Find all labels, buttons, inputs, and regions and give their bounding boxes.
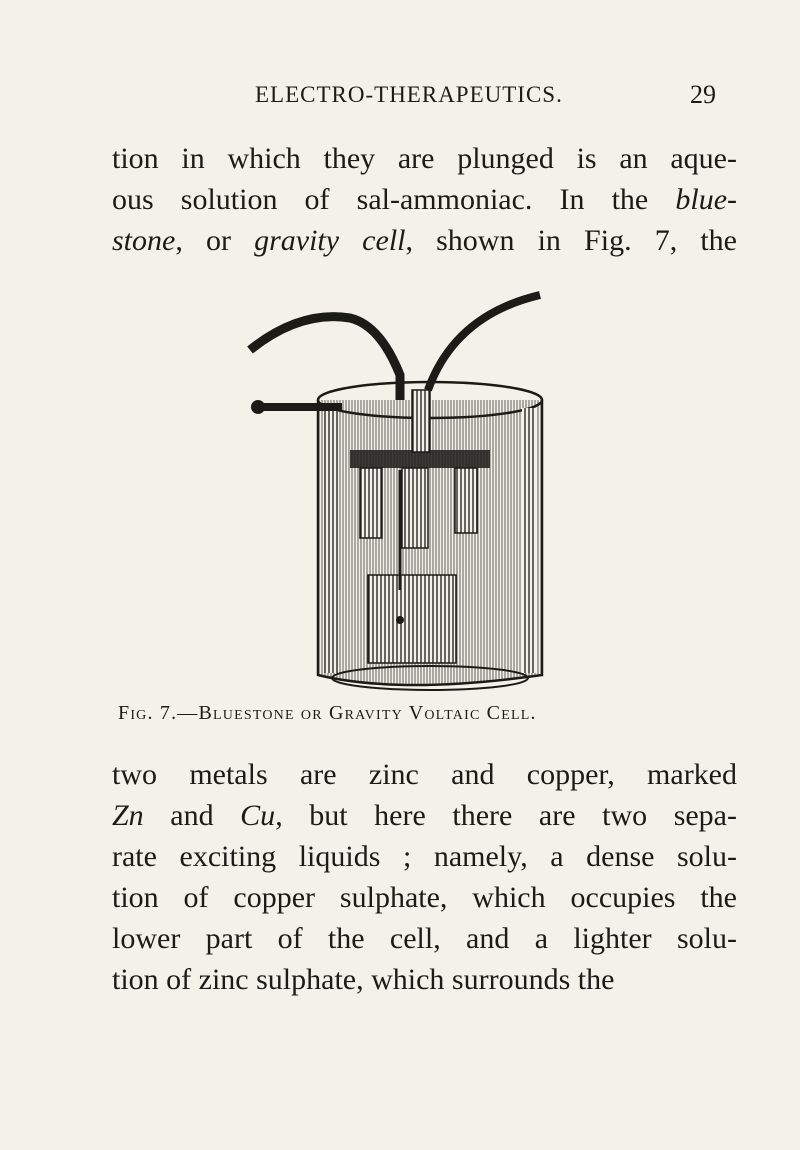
caption-label: Fig. 7.: [118, 702, 178, 724]
paragraph-body: [112, 754, 737, 1000]
text-line: tion in which they are plunged is an aque-: [112, 142, 737, 175]
figure-caption: [118, 702, 718, 725]
paragraph-intro: [112, 138, 737, 261]
italic-term: Cu: [240, 799, 276, 832]
wires: [250, 295, 540, 414]
caption-text: —Bluestone or Gravity Voltaic Cell.: [177, 702, 537, 724]
text-line: lower part of the cell, and a lighter solu-: [112, 922, 737, 955]
italic-term: Zn: [112, 799, 144, 832]
running-title: ELECTRO-THERAPEUTICS.: [255, 82, 563, 107]
page-number: 29: [690, 80, 716, 109]
text-line: stone, or gravity cell, shown in Fig. 7, the: [112, 224, 737, 257]
page-header: [0, 82, 800, 112]
text-line: tion of zinc sulphate, which surrounds the: [112, 963, 615, 996]
text-line: rate exciting liquids ; namely, a dense solu-: [112, 840, 737, 873]
text-line: ous solution of sal-ammoniac. In the blue-: [112, 183, 737, 216]
text-line: Zn and Cu, but here there are two sepa-: [112, 799, 737, 832]
text-line: two metals are zinc and copper, marked: [112, 758, 737, 791]
gravity-cell-illustration: [240, 290, 570, 710]
italic-term: stone: [112, 224, 176, 257]
italic-term: gravity cell: [254, 224, 406, 257]
text-line: tion of copper sulphate, which occupies the: [112, 881, 737, 914]
italic-term: blue-: [675, 183, 737, 216]
